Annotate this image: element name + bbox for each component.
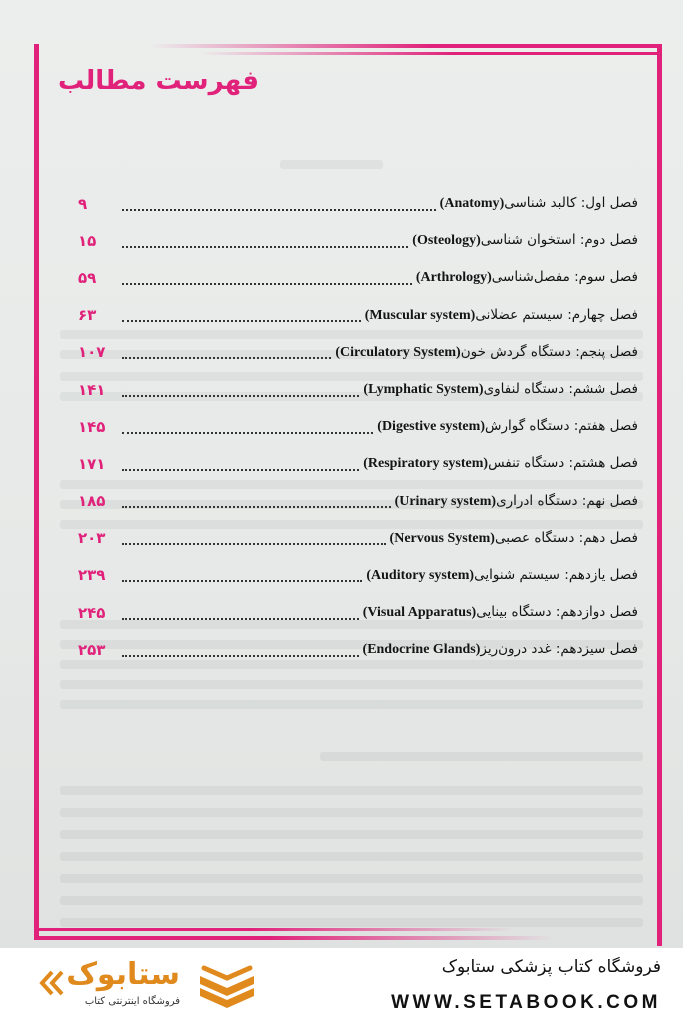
page-number: ۱۸۵ — [78, 492, 106, 511]
chapter-title-fa: فصل اول: کالبد شناسی — [504, 195, 638, 212]
chapter-title-fa: فصل دوازدهم: دستگاه بینایی — [476, 604, 638, 621]
chapter-title-en: (Lymphatic System) — [363, 382, 484, 398]
chapter-title-fa: فصل سیزدهم: غدد درون‌ریز — [480, 641, 638, 658]
chapter-title-en: (Digestive system) — [377, 419, 485, 435]
toc-row[interactable] — [78, 445, 638, 482]
chapter-title-fa: فصل هشتم: دستگاه تنفس — [488, 455, 638, 472]
dot-leader — [122, 469, 359, 471]
page-number: ۵۹ — [78, 268, 97, 287]
toc-row[interactable] — [78, 483, 638, 520]
dot-leader — [122, 395, 359, 397]
chapter-title-fa: فصل نهم: دستگاه ادراری — [496, 492, 638, 509]
toc-row[interactable] — [78, 297, 638, 334]
page-number: ۱۴۵ — [78, 417, 106, 436]
chapter-title — [377, 418, 638, 435]
chapter-title-en: (Urinary system) — [394, 493, 497, 509]
toc-row[interactable] — [78, 222, 638, 259]
chapter-title-en: (Endocrine Glands) — [362, 642, 481, 658]
chapter-title-en: (Nervous System) — [389, 530, 495, 546]
dot-leader — [122, 543, 386, 545]
dot-leader — [122, 246, 408, 248]
chapter-title-fa: فصل سوم: مفصل‌شناسی — [491, 269, 638, 286]
top-border-bar-2 — [200, 52, 662, 55]
toc-row[interactable] — [78, 371, 638, 408]
chapter-title — [363, 604, 638, 621]
chapter-title-en: (Osteology) — [412, 233, 481, 249]
toc-row[interactable] — [78, 631, 638, 668]
dot-leader — [122, 283, 412, 285]
chapter-title-en: (Respiratory system) — [363, 456, 489, 472]
dot-leader — [122, 506, 391, 508]
chapter-title — [366, 567, 638, 584]
chapter-title-en: (Auditory system) — [366, 567, 475, 583]
logo-tagline: فروشگاه اینترنتی کتاب — [84, 996, 180, 1007]
toc-row[interactable] — [78, 259, 638, 296]
chapter-title — [416, 269, 638, 286]
dot-leader — [122, 320, 361, 322]
dot-leader — [122, 618, 359, 620]
toc-row[interactable] — [78, 334, 638, 371]
chapter-title-en: (Visual Apparatus) — [362, 605, 477, 621]
chapter-title-fa: فصل دوم: استخوان شناسی — [480, 232, 638, 249]
chapter-title — [365, 307, 638, 324]
toc-row[interactable] — [78, 557, 638, 594]
toc-row[interactable] — [78, 520, 638, 557]
store-name: فروشگاه کتاب پزشکی ستابوک — [441, 957, 661, 977]
page-number: ۹ — [78, 194, 88, 213]
frame-right-border — [657, 44, 662, 946]
chapter-title — [335, 344, 638, 361]
dot-leader — [122, 209, 436, 211]
page-number: ۱۷۱ — [78, 454, 106, 473]
top-border-bar — [150, 44, 662, 48]
chapter-title — [363, 455, 638, 472]
page-number: ۱۵ — [78, 231, 97, 250]
chapter-title-en: (Muscular system) — [364, 307, 476, 323]
chapter-title-fa: فصل پنجم: دستگاه گردش خون — [460, 343, 638, 360]
chapter-title-fa: فصل یازدهم: سیستم شنوایی — [474, 566, 638, 583]
dot-leader — [122, 432, 373, 434]
store-url[interactable]: WWW.SETABOOK.COM — [391, 992, 661, 1013]
chapter-title — [390, 530, 638, 547]
dot-leader — [122, 655, 359, 657]
page-number: ۱۰۷ — [78, 343, 106, 362]
toc-row[interactable] — [78, 408, 638, 445]
chapter-title-fa: فصل دهم: دستگاه عصبی — [494, 529, 638, 546]
page-number: ۶۳ — [78, 306, 97, 325]
toc-row[interactable] — [78, 185, 638, 222]
table-of-contents — [78, 185, 638, 668]
dot-leader — [122, 580, 362, 582]
page-number: ۲۴۵ — [78, 603, 106, 622]
chapter-title-en: (Arthrology) — [415, 270, 492, 286]
chapter-title-en: (Anatomy) — [439, 196, 505, 212]
book-logo-icon — [196, 962, 258, 1012]
page-number: ۲۵۳ — [78, 640, 106, 659]
page-title: فهرست مطالب — [58, 66, 259, 96]
toc-row[interactable] — [78, 594, 638, 631]
logo-wordmark: ستابوک — [66, 957, 180, 992]
page-number: ۱۴۱ — [78, 380, 106, 399]
chapter-title-en: (Circulatory System) — [335, 344, 461, 360]
chapter-title — [395, 493, 638, 510]
chapter-title — [363, 641, 638, 658]
bottom-border-bar-2 — [34, 936, 554, 940]
dot-leader — [122, 357, 331, 359]
chapter-title — [412, 232, 638, 249]
chapter-title — [440, 195, 638, 212]
chapter-title-fa: فصل چهارم: سیستم عضلانی — [475, 306, 638, 323]
bottom-border-bar — [34, 928, 514, 931]
frame-left-border — [34, 44, 39, 936]
chapter-title-fa: فصل ششم: دستگاه لنفاوی — [483, 381, 638, 398]
page-number: ۲۳۹ — [78, 566, 106, 585]
chapter-title-fa: فصل هفتم: دستگاه گوارش — [484, 418, 638, 435]
page-number: ۲۰۳ — [78, 529, 106, 548]
chapter-title — [363, 381, 638, 398]
